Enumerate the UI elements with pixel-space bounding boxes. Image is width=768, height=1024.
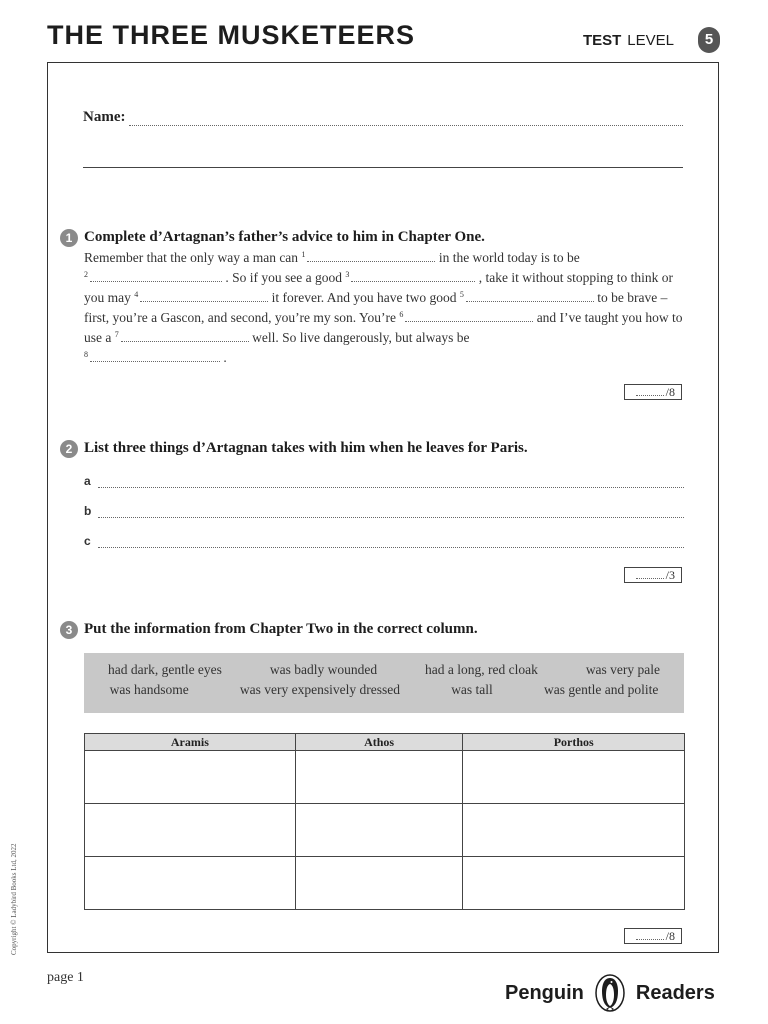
q1-blank-7[interactable] <box>121 330 249 342</box>
q1-blank-4[interactable] <box>140 290 268 302</box>
question-2-number: 2 <box>60 440 78 458</box>
item-letter-c: c <box>84 534 91 548</box>
q1-blank-3[interactable] <box>351 270 475 282</box>
page-number: page 1 <box>47 970 84 985</box>
brand-left: Penguin <box>505 981 584 1004</box>
name-label: Name: <box>83 109 126 125</box>
q1-sup-8: 8 <box>84 349 88 359</box>
table-cell[interactable] <box>463 857 685 910</box>
q1-blank-6[interactable] <box>405 310 533 322</box>
q1-sup-3: 3 <box>345 269 350 279</box>
question-2-score-box[interactable] <box>624 567 682 583</box>
table-cell[interactable] <box>85 804 296 857</box>
word-box-row-1 <box>84 662 684 678</box>
table-cell[interactable] <box>85 751 296 804</box>
name-blank[interactable] <box>129 113 683 126</box>
q1-sup-7: 7 <box>114 329 119 339</box>
test-label: TEST <box>582 32 622 49</box>
q3-score-total: /8 <box>665 929 675 943</box>
question-1-title: Complete d’Artagnan’s father’s advice to him in Chapter One. <box>84 229 485 245</box>
question-1-text <box>84 248 684 368</box>
question-1-score-box[interactable] <box>624 384 682 400</box>
table-cell[interactable] <box>295 857 463 910</box>
copyright-notice: Copyright © Ladybird Books Ltd, 2022 <box>10 843 18 955</box>
word-box-row-2 <box>84 682 684 698</box>
q1-blank-8[interactable] <box>90 350 220 362</box>
q2-score-total: /3 <box>665 568 675 582</box>
word-item[interactable]: had a long, red cloak <box>425 662 538 677</box>
table-cell[interactable] <box>295 804 463 857</box>
column-header-porthos: Porthos <box>463 734 685 751</box>
name-row <box>83 109 683 126</box>
q1-text-7: and I’ve taught you how to use a <box>84 310 683 345</box>
column-header-aramis: Aramis <box>85 734 296 751</box>
column-header-athos: Athos <box>295 734 463 751</box>
q1-text-4: , take it without stopping to think or you may <box>84 270 673 305</box>
q1-sup-1: 1 <box>301 249 306 259</box>
word-item[interactable]: was gentle and polite <box>544 682 659 697</box>
level-number-badge: 5 <box>698 27 720 53</box>
answer-line-a[interactable] <box>84 474 684 488</box>
word-item[interactable]: was tall <box>451 682 493 697</box>
penguin-icon <box>594 973 626 1013</box>
item-letter-a: a <box>84 474 91 488</box>
q1-text-9: . <box>223 350 227 365</box>
table-cell[interactable] <box>85 857 296 910</box>
answer-line-b[interactable] <box>84 504 684 518</box>
q1-text-6: to be brave – first, you’re a Gascon, and second, you’re my son. You’re <box>84 290 668 325</box>
q1-sup-4: 4 <box>134 289 139 299</box>
table-cell[interactable] <box>463 804 685 857</box>
word-item[interactable]: was very pale <box>585 662 661 677</box>
level-label: LEVEL <box>627 32 674 49</box>
q1-sup-5: 5 <box>459 289 464 299</box>
q1-score-total: /8 <box>665 385 675 399</box>
penguin-readers-logo <box>505 973 715 1013</box>
q1-text-2: in the world today is to be <box>438 250 580 265</box>
table-cell[interactable] <box>463 751 685 804</box>
question-1-number: 1 <box>60 229 78 247</box>
document-title: THE THREE MUSKETEERS <box>47 20 416 50</box>
q1-sup-2: 2 <box>84 269 88 279</box>
q1-blank-2[interactable] <box>90 270 222 282</box>
q1-text-8: well. So live dangerously, but always be <box>252 330 470 345</box>
question-2-title: List three things d’Artagnan takes with him when he leaves for Paris. <box>84 440 528 456</box>
word-item[interactable]: had dark, gentle eyes <box>107 662 222 677</box>
word-item[interactable]: was badly wounded <box>269 662 378 677</box>
divider-line <box>83 167 683 168</box>
word-item[interactable]: was handsome <box>109 682 189 697</box>
question-3-score-box[interactable] <box>624 928 682 944</box>
item-letter-b: b <box>84 504 92 518</box>
q1-sup-6: 6 <box>399 309 404 319</box>
table-cell[interactable] <box>295 751 463 804</box>
word-item[interactable]: was very expensively dressed <box>239 682 400 697</box>
question-3-number: 3 <box>60 621 78 639</box>
character-columns-table <box>84 733 685 910</box>
q1-blank-1[interactable] <box>307 250 435 262</box>
q1-blank-5[interactable] <box>466 290 594 302</box>
q1-text-3: . So if you see a good <box>225 270 342 285</box>
q1-text-1: Remember that the only way a man can <box>84 250 299 265</box>
q1-text-5: it forever. And you have two good <box>271 290 457 305</box>
word-box <box>84 653 684 713</box>
answer-line-c[interactable] <box>84 534 684 548</box>
test-level-label <box>583 32 700 49</box>
brand-right: Readers <box>635 981 715 1004</box>
question-3-title: Put the information from Chapter Two in the correct column. <box>84 621 478 637</box>
